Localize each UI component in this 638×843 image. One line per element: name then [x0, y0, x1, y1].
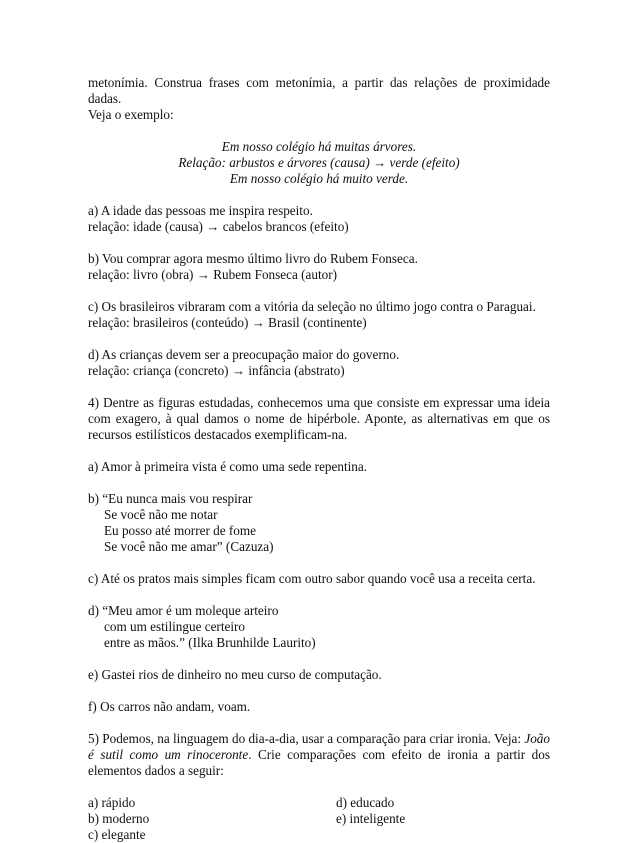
q5-options [88, 795, 550, 843]
q5-stem-start: 5) Podemos, na linguagem do dia-a-dia, usar a comparação para criar ironia. Veja: [88, 731, 525, 746]
q4-option-f: f) Os carros não andam, voam. [88, 699, 251, 714]
q5-options-right [336, 795, 550, 843]
q4-option-e: e) Gastei rios de dinheiro no meu curso de computação. [88, 667, 382, 682]
example-line-1: Em nosso colégio há muitas árvores. [221, 139, 417, 154]
question-4-stem: 4) Dentre as figuras estudadas, conhecemos uma que consiste em expressar uma ideia com exagero, à qual damos o nome de hipérbole. Aponte, as alternativas em que os recursos estilísticos destacados exemplificam-na. [88, 395, 550, 442]
q5-stem-end: . Crie comparações com efeito de ironia a partir dos elementos dados a seguir: [88, 747, 550, 778]
intro-text: metonímia. Construa frases com metonímia, a partir das relações de proximidade dadas. [88, 75, 550, 106]
q4-option-d-line-2: com um estilingue certeiro [104, 619, 245, 634]
q5-option-b: b) moderno [88, 811, 150, 826]
intro-text-2: Veja o exemplo: [88, 107, 174, 122]
item-a-sentence: a) A idade das pessoas me inspira respeito. [88, 203, 313, 218]
q4-option-d-line-3: entre as mãos.” (Ilka Brunhilde Laurito) [104, 635, 316, 650]
item-d-relation: relação: criança (concreto) → infância (abstrato) [88, 363, 345, 378]
q4-option-b-line-4: Se você não me amar” (Cazuza) [104, 539, 274, 554]
q4-option-b-line-3: Eu posso até morrer de fome [104, 523, 256, 538]
item-c-sentence: c) Os brasileiros vibraram com a vitória da seleção no último jogo contra o Paraguai. [88, 299, 536, 314]
q5-option-c: c) elegante [88, 827, 146, 842]
item-d-sentence: d) As crianças devem ser a preocupação maior do governo. [88, 347, 400, 362]
example-line-3: Em nosso colégio há muito verde. [229, 171, 409, 186]
question-5-stem [88, 731, 550, 779]
q4-option-b-line-1: b) “Eu nunca mais vou respirar [88, 491, 253, 506]
q4-option-d-line-1: d) “Meu amor é um moleque arteiro [88, 603, 279, 618]
document-page [88, 75, 550, 843]
q5-option-e: e) inteligente [336, 811, 406, 826]
item-b-relation: relação: livro (obra) → Rubem Fonseca (autor) [88, 267, 338, 282]
example-line-2: Relação: arbustos e árvores (causa) → verde (efeito) [178, 155, 460, 170]
q5-option-a: a) rápido [88, 795, 136, 810]
q5-option-d: d) educado [336, 795, 395, 810]
q4-option-b-line-2: Se você não me notar [104, 507, 218, 522]
q5-options-left [88, 795, 336, 843]
item-b-sentence: b) Vou comprar agora mesmo último livro do Rubem Fonseca. [88, 251, 418, 266]
item-c-relation: relação: brasileiros (conteúdo) → Brasil (continente) [88, 315, 367, 330]
q4-option-c: c) Até os pratos mais simples ficam com outro sabor quando você usa a receita certa. [88, 571, 536, 586]
q4-option-a: a) Amor à primeira vista é como uma sede repentina. [88, 459, 368, 474]
q5-example-italic: João é sutil como um rinoceronte [88, 731, 550, 762]
item-a-relation: relação: idade (causa) → cabelos brancos (efeito) [88, 219, 349, 234]
